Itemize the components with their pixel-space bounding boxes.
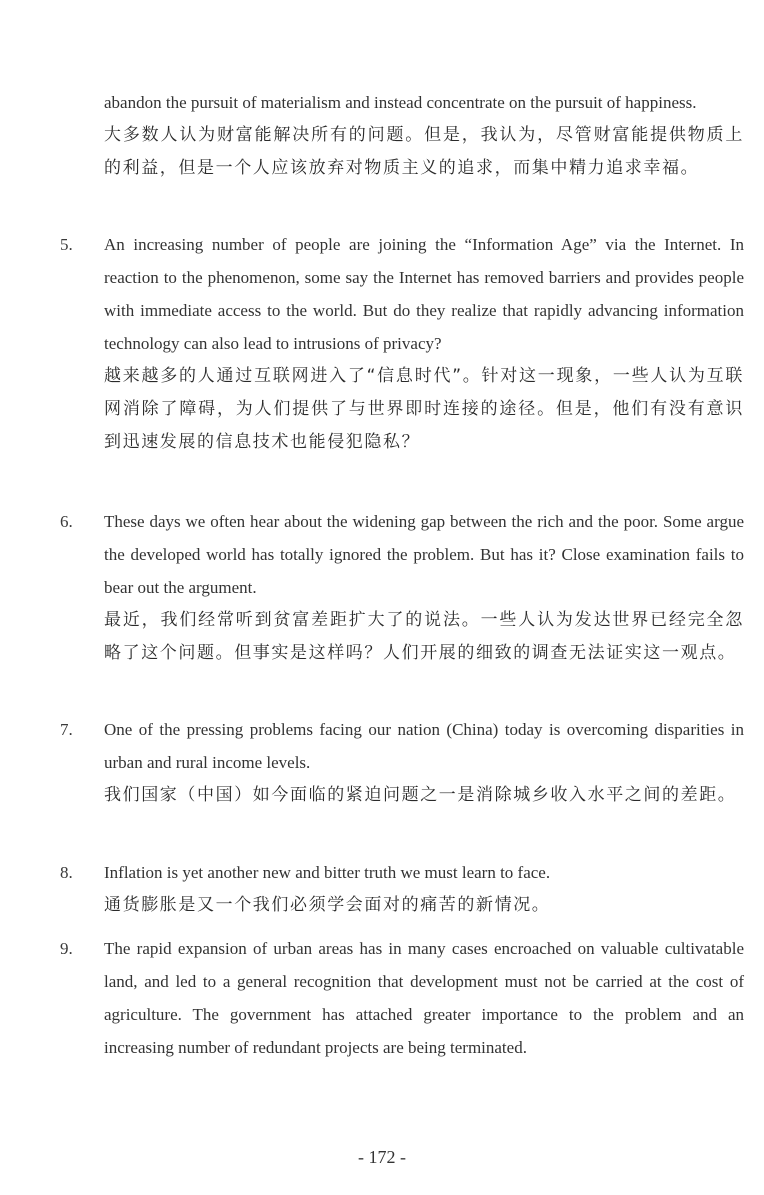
paragraph-number: 6. bbox=[60, 512, 73, 531]
paragraph-continued bbox=[60, 86, 744, 185]
chinese-translation: 通货膨胀是又一个我们必须学会面对的痛苦的新情况。 bbox=[104, 895, 551, 915]
chinese-translation: 越来越多的人通过互联网进入了“信息时代”。针对这一现象，一些人认为互联网消除了障碍，为人们提供了与世界即时连接的途径。但是，他们有没有意识到迅速发展的信息技术也能侵犯隐私？ bbox=[104, 366, 744, 452]
paragraph-6 bbox=[60, 505, 744, 670]
english-text: The rapid expansion of urban areas has in many cases encroached on valuable cultivatable land, and led to a general recognition that development must not be carried at the cost of agriculture. The government has attached greater importance to the problem and an increasing number of redundant projects are being terminated. bbox=[104, 939, 744, 1057]
paragraph-9 bbox=[60, 932, 744, 1064]
paragraph-number: 7. bbox=[60, 720, 73, 739]
paragraph-number: 5. bbox=[60, 235, 73, 254]
paragraph-number: 8. bbox=[60, 863, 73, 882]
paragraph-5 bbox=[60, 228, 744, 459]
paragraph-7 bbox=[60, 713, 744, 812]
paragraph-number: 9. bbox=[60, 939, 73, 958]
paragraph-8 bbox=[60, 856, 744, 922]
english-text: These days we often hear about the widening gap between the rich and the poor. Some argue the developed world has totally ignored the problem. But has it? Close examination fails to bear out the argument. bbox=[104, 512, 744, 597]
english-text: One of the pressing problems facing our nation (China) today is overcoming disparities in urban and rural income levels. bbox=[104, 720, 744, 772]
chinese-translation: 大多数人认为财富能解决所有的问题。但是，我认为，尽管财富能提供物质上的利益，但是一个人应该放弃对物质主义的追求，而集中精力追求幸福。 bbox=[104, 125, 744, 178]
chinese-translation: 我们国家（中国）如今面临的紧迫问题之一是消除城乡收入水平之间的差距。 bbox=[104, 785, 737, 805]
english-text: Inflation is yet another new and bitter truth we must learn to face. bbox=[104, 863, 551, 882]
english-text: An increasing number of people are joining the “Information Age” via the Internet. In reaction to the phenomenon, some say the Internet has removed barriers and provides people with immediate access to the world. But do they realize that rapidly advancing information technology can also lead to intrusions of privacy? bbox=[104, 235, 744, 353]
chinese-translation: 最近，我们经常听到贫富差距扩大了的说法。一些人认为发达世界已经完全忽略了这个问题。但事实是这样吗？人们开展的细致的调查无法证实这一观点。 bbox=[104, 610, 744, 663]
english-text: abandon the pursuit of materialism and instead concentrate on the pursuit of happiness. bbox=[104, 93, 697, 112]
page-number: - 172 - bbox=[358, 1147, 406, 1167]
